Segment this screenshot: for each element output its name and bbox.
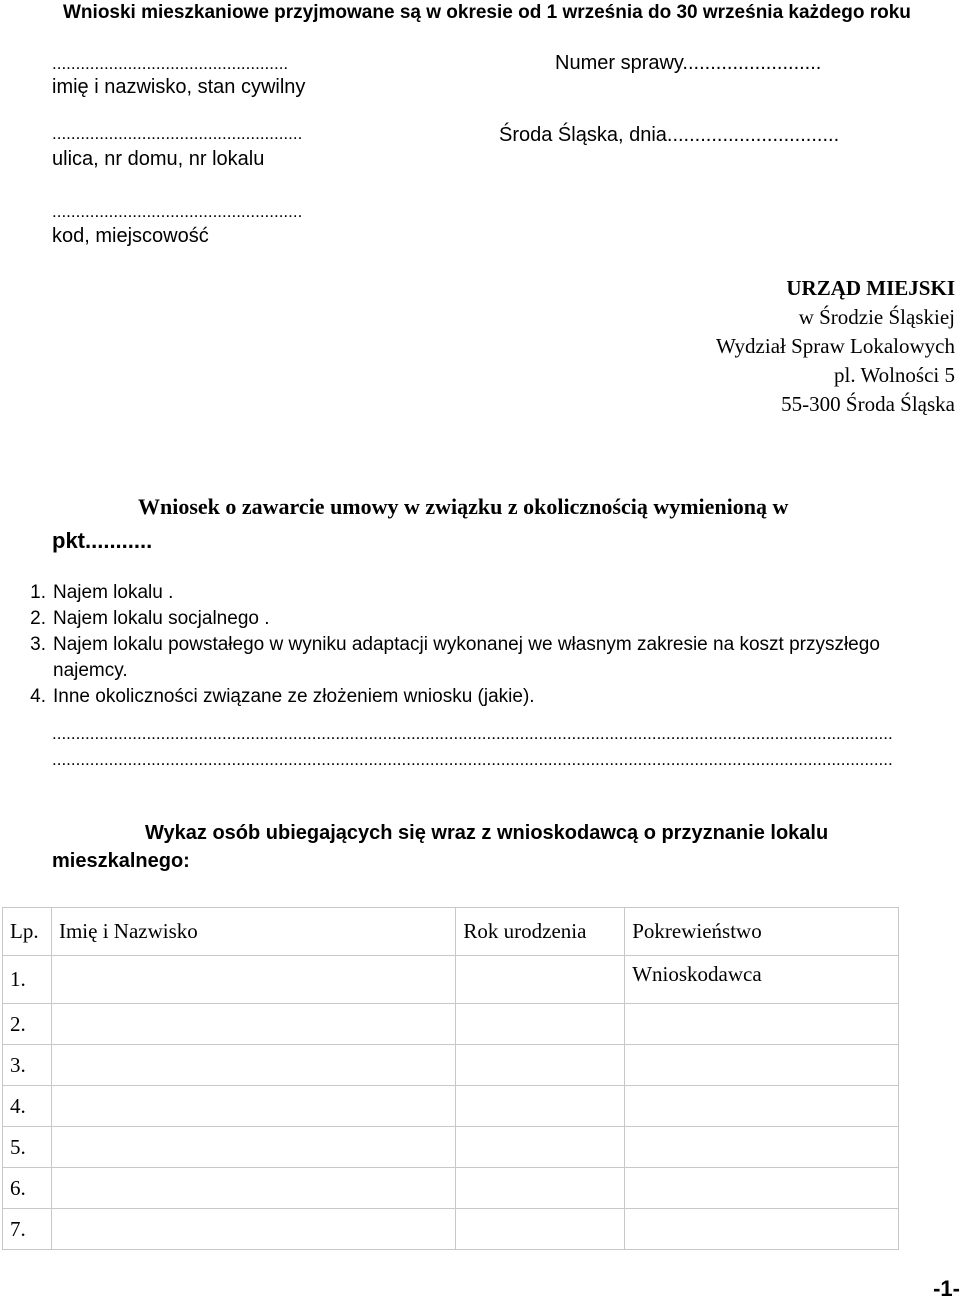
header-name: Imię i Nazwisko (51, 908, 455, 956)
table-row (3, 956, 899, 1004)
application-title: Wniosek o zawarcie umowy w związku z okolicznością wymienioną w (138, 494, 789, 519)
cell-relationship[interactable] (625, 1004, 899, 1045)
cell-lp: 5. (3, 1127, 52, 1168)
cell-lp: 7. (3, 1209, 52, 1250)
cell-relationship[interactable]: Wnioskodawca (625, 956, 899, 1004)
street-dots: ..................................................... (52, 124, 303, 143)
cell-lp: 4. (3, 1086, 52, 1127)
cell-birth-year[interactable] (456, 1209, 625, 1250)
cell-birth-year[interactable] (456, 956, 625, 1004)
name-label: imię i nazwisko, stan cywilny (52, 76, 306, 98)
cell-name[interactable] (51, 956, 455, 1004)
case-number: Numer sprawy......................... (555, 52, 822, 74)
cell-relationship[interactable] (625, 1086, 899, 1127)
option-text: Najem lokalu . (53, 582, 174, 603)
persons-table (2, 907, 899, 1250)
table-row (3, 1045, 899, 1086)
cell-relationship[interactable] (625, 1045, 899, 1086)
place-date: Środa Śląska, dnia............................... (499, 124, 840, 146)
cell-relationship[interactable] (625, 1127, 899, 1168)
name-dots: .................................................. (52, 54, 289, 73)
office-address (716, 274, 955, 419)
cell-name[interactable] (51, 1127, 455, 1168)
other-dots-line: .................................................................................................................................................................................. (52, 724, 893, 743)
cell-relationship[interactable] (625, 1168, 899, 1209)
cell-name[interactable] (51, 1209, 455, 1250)
option-text-continued: najemcy. (53, 660, 128, 681)
table-row (3, 1168, 899, 1209)
cell-birth-year[interactable] (456, 1086, 625, 1127)
cell-birth-year[interactable] (456, 1127, 625, 1168)
office-department: Wydział Spraw Lokalowych (716, 334, 955, 358)
table-header-row (3, 908, 899, 956)
office-street: pl. Wolności 5 (833, 363, 955, 387)
office-name: URZĄD MIEJSKI (786, 276, 955, 300)
city-label: kod, miejscowość (52, 225, 209, 247)
header-birth-year: Rok urodzenia (456, 908, 625, 956)
street-label: ulica, nr domu, nr lokalu (52, 148, 265, 170)
cell-lp: 3. (3, 1045, 52, 1086)
option-number: 1. (30, 582, 46, 603)
other-dots-line: .................................................................................................................................................................................. (52, 750, 893, 769)
table-row (3, 1004, 899, 1045)
cell-lp: 2. (3, 1004, 52, 1045)
cell-birth-year[interactable] (456, 1045, 625, 1086)
cell-lp: 6. (3, 1168, 52, 1209)
cell-name[interactable] (51, 1086, 455, 1127)
city-dots: ..................................................... (52, 202, 303, 221)
option-text: Inne okoliczności związane ze złożeniem wniosku (jakie). (53, 686, 535, 707)
cell-lp: 1. (3, 956, 52, 1004)
header-lp: Lp. (3, 908, 52, 956)
option-text: Najem lokalu powstałego w wyniku adaptacji wykonanej we własnym zakresie na koszt przyszłego (53, 634, 880, 655)
cell-birth-year[interactable] (456, 1168, 625, 1209)
cell-birth-year[interactable] (456, 1004, 625, 1045)
office-postcode: 55-300 Środa Śląska (781, 392, 955, 416)
table-row (3, 1127, 899, 1168)
option-number: 3. (30, 634, 46, 655)
office-city: w Środzie Śląskiej (798, 305, 955, 329)
option-number: 2. (30, 608, 46, 629)
table-row (3, 1086, 899, 1127)
page-number: -1- (933, 1276, 960, 1301)
deadline-notice: Wnioski mieszkaniowe przyjmowane są w okresie od 1 września do 30 września każdego roku (63, 2, 911, 23)
cell-name[interactable] (51, 1168, 455, 1209)
persons-section-title-cont: mieszkalnego: (52, 850, 190, 872)
cell-relationship[interactable] (625, 1209, 899, 1250)
cell-name[interactable] (51, 1045, 455, 1086)
cell-name[interactable] (51, 1004, 455, 1045)
option-number: 4. (30, 686, 46, 707)
table-row (3, 1209, 899, 1250)
option-text: Najem lokalu socjalnego . (53, 608, 270, 629)
application-title-pkt: pkt........... (52, 528, 153, 553)
header-relationship: Pokrewieństwo (625, 908, 899, 956)
persons-section-title: Wykaz osób ubiegających się wraz z wnioskodawcą o przyznanie lokalu (145, 822, 829, 844)
